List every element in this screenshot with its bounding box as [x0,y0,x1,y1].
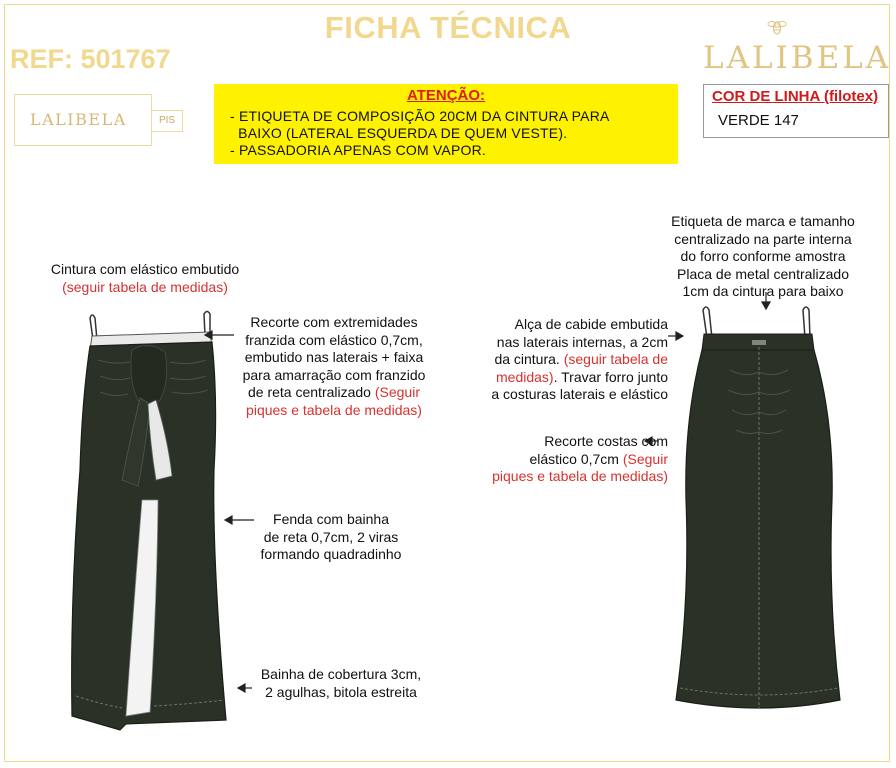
attention-line: - ETIQUETA DE COMPOSIÇÃO 20CM DA CINTURA PARA [230,108,610,124]
note-front-cut: Recorte com extremidades franzida com elástico 0,7cm, embutido nas laterais + faixa para amarração com franzido de reta centralizado (Seguir piques e tabela de medidas) [242,314,426,418]
note-back-cut: Recorte costas com elástico 0,7cm (Seguir piques e tabela de medidas) [492,433,668,484]
page-title: FICHA TÉCNICA [324,10,572,45]
thread-color-value: VERDE 147 [718,112,799,129]
thread-color-title: COR DE LINHA (filotex) [712,88,879,105]
attention-line: BAIXO (LATERAL ESQUERDA DE QUEM VESTE). [230,125,568,141]
note-label: Etiqueta de marca e tamanho centralizado na parte interna do forro conforme amostra Placa de metal centralizado 1cm da cintura para baixo [671,213,855,299]
note-waist: Cintura com elástico embutido (seguir tabela de medidas) [50,261,240,295]
note-hem: Bainha de cobertura 3cm, 2 agulhas, bitola estreita [260,666,422,700]
note-slit: Fenda com bainha de reta 0,7cm, 2 viras formando quadradinho [260,511,402,562]
attention-line: - PASSADORIA APENAS COM VAPOR. [230,142,486,158]
note-hanger: Alça de cabide embutida nas laterais internas, a 2cm da cintura. (seguir tabela de medidas). Travar forro junto a costuras laterais e elástico [491,316,668,402]
attention-title: ATENÇÃO: [406,87,486,104]
brand-logo: LALIBELA [703,40,892,76]
brand-label-text: LALIBELA [30,110,127,129]
pis-box: PIS [151,110,183,132]
reference-code: REF: 501767 [10,44,171,74]
front-skirt-drawing [72,312,226,731]
back-skirt-drawing [676,307,840,708]
